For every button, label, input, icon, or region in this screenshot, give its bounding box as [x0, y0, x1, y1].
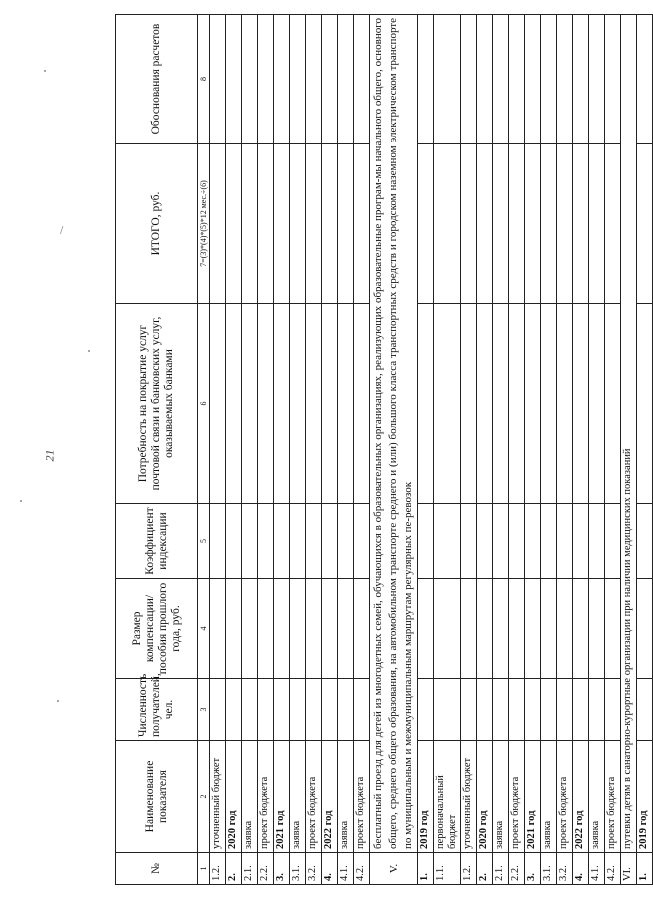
table-row — [338, 15, 354, 885]
row-number: 4.2. — [354, 853, 370, 885]
empty-cell — [306, 504, 322, 579]
empty-cell — [226, 304, 242, 504]
empty-cell — [434, 304, 461, 504]
row-number: 2.2. — [509, 853, 525, 885]
empty-cell — [461, 504, 477, 579]
empty-cell — [525, 144, 541, 304]
header-row — [116, 15, 198, 885]
empty-cell — [210, 579, 226, 679]
empty-cell — [637, 504, 653, 579]
table-row — [258, 15, 274, 885]
empty-cell — [418, 15, 434, 144]
table-body-c — [637, 15, 653, 885]
empty-cell — [338, 504, 354, 579]
column-number-row — [198, 15, 210, 885]
table-row — [242, 15, 258, 885]
column-number: 4 — [198, 579, 210, 679]
empty-cell — [418, 304, 434, 504]
empty-cell — [589, 504, 605, 579]
empty-cell — [418, 579, 434, 679]
empty-cell — [418, 504, 434, 579]
empty-cell — [589, 144, 605, 304]
scan-speck — [44, 70, 46, 72]
section-row — [370, 15, 418, 885]
row-label: заявка — [290, 741, 306, 853]
empty-cell — [354, 304, 370, 504]
empty-cell — [290, 304, 306, 504]
empty-cell — [242, 579, 258, 679]
empty-cell — [461, 579, 477, 679]
row-number: 1.1. — [434, 853, 461, 885]
empty-cell — [274, 15, 290, 144]
section-title: бесплатный проезд для детей из многодетных семей, обучающихся в образовательных организациях, реализующих образовательные програм-мы начального общего, основного общего, среднего общего образования, на автомобильном транспорте среднего и (или) большого класса транспортных средств и городском наземном электрическом транспорте по муниципальным и межмуниципальным маршрутам регулярных пе-ревозок — [370, 15, 418, 853]
empty-cell — [290, 579, 306, 679]
empty-cell — [338, 579, 354, 679]
empty-cell — [525, 679, 541, 741]
empty-cell — [322, 679, 338, 741]
empty-cell — [573, 144, 589, 304]
empty-cell — [210, 15, 226, 144]
empty-cell — [589, 579, 605, 679]
table-row — [226, 15, 242, 885]
section-row — [621, 15, 637, 885]
empty-cell — [226, 15, 242, 144]
empty-cell — [322, 144, 338, 304]
table-row — [322, 15, 338, 885]
empty-cell — [338, 144, 354, 304]
row-number: 1.2. — [461, 853, 477, 885]
section-vi — [621, 15, 637, 885]
empty-cell — [226, 679, 242, 741]
empty-cell — [573, 15, 589, 144]
empty-cell — [509, 15, 525, 144]
empty-cell — [258, 504, 274, 579]
empty-cell — [274, 579, 290, 679]
table-row — [605, 15, 621, 885]
empty-cell — [210, 679, 226, 741]
row-number: 2. — [477, 853, 493, 885]
empty-cell — [493, 304, 509, 504]
empty-cell — [322, 15, 338, 144]
column-number: 6 — [198, 304, 210, 504]
table-row — [354, 15, 370, 885]
empty-cell — [589, 679, 605, 741]
empty-cell — [573, 304, 589, 504]
column-number: 2 — [198, 741, 210, 853]
empty-cell — [226, 504, 242, 579]
empty-cell — [493, 15, 509, 144]
empty-cell — [589, 15, 605, 144]
empty-cell — [258, 144, 274, 304]
empty-cell — [509, 679, 525, 741]
empty-cell — [354, 15, 370, 144]
empty-cell — [525, 579, 541, 679]
empty-cell — [290, 15, 306, 144]
row-label: 2021 год — [274, 741, 290, 853]
scan-speck — [88, 350, 90, 352]
empty-cell — [461, 304, 477, 504]
empty-cell — [290, 504, 306, 579]
empty-cell — [637, 679, 653, 741]
empty-cell — [274, 144, 290, 304]
empty-cell — [322, 504, 338, 579]
header-cell: Размер компенсации/пособия прошлого года, руб. — [116, 579, 198, 679]
row-number: 4. — [573, 853, 589, 885]
table-row — [290, 15, 306, 885]
row-label: проект бюджета — [557, 741, 573, 853]
empty-cell — [557, 15, 573, 144]
row-number: 3.1. — [290, 853, 306, 885]
empty-cell — [509, 579, 525, 679]
empty-cell — [557, 144, 573, 304]
table-row — [477, 15, 493, 885]
row-label: проект бюджета — [605, 741, 621, 853]
empty-cell — [226, 579, 242, 679]
empty-cell — [605, 679, 621, 741]
empty-cell — [258, 15, 274, 144]
table-row — [573, 15, 589, 885]
row-label: 2020 год — [226, 741, 242, 853]
empty-cell — [605, 304, 621, 504]
empty-cell — [637, 15, 653, 144]
empty-cell — [509, 504, 525, 579]
empty-cell — [493, 144, 509, 304]
empty-cell — [290, 679, 306, 741]
row-number: 4.1. — [589, 853, 605, 885]
empty-cell — [242, 679, 258, 741]
row-label: заявка — [338, 741, 354, 853]
table-body-a — [210, 15, 370, 885]
empty-cell — [589, 304, 605, 504]
empty-cell — [477, 679, 493, 741]
row-number: 4. — [322, 853, 338, 885]
empty-cell — [434, 579, 461, 679]
header-cell: Численность получателей, чел. — [116, 679, 198, 741]
column-number: 5 — [198, 504, 210, 579]
section-v — [370, 15, 418, 885]
page-mark: 21 — [42, 449, 57, 462]
corner-mark: / — [60, 225, 64, 236]
empty-cell — [493, 504, 509, 579]
row-number: 3. — [274, 853, 290, 885]
row-label: 2020 год — [477, 741, 493, 853]
empty-cell — [274, 304, 290, 504]
row-label: уточненный бюджет — [461, 741, 477, 853]
table-row — [493, 15, 509, 885]
row-number: 2.2. — [258, 853, 274, 885]
empty-cell — [322, 304, 338, 504]
row-number: 2.1. — [242, 853, 258, 885]
row-label: проект бюджета — [306, 741, 322, 853]
empty-cell — [418, 679, 434, 741]
header-cell: Обоснования расчетов — [116, 15, 198, 144]
empty-cell — [434, 15, 461, 144]
empty-cell — [493, 579, 509, 679]
header-cell: Коэффициент индексации — [116, 504, 198, 579]
empty-cell — [242, 15, 258, 144]
row-label: заявка — [242, 741, 258, 853]
empty-cell — [477, 304, 493, 504]
section-number: VI. — [621, 853, 637, 885]
empty-cell — [242, 504, 258, 579]
empty-cell — [557, 504, 573, 579]
empty-cell — [258, 304, 274, 504]
empty-cell — [418, 144, 434, 304]
empty-cell — [477, 504, 493, 579]
empty-cell — [242, 144, 258, 304]
empty-cell — [541, 144, 557, 304]
header-cell: № — [116, 853, 198, 885]
table-row — [210, 15, 226, 885]
row-number: 3. — [525, 853, 541, 885]
empty-cell — [274, 504, 290, 579]
table-row — [306, 15, 322, 885]
empty-cell — [338, 304, 354, 504]
empty-cell — [541, 579, 557, 679]
row-number: 3.2. — [557, 853, 573, 885]
empty-cell — [306, 304, 322, 504]
row-number: 2. — [226, 853, 242, 885]
row-label: 2021 год — [525, 741, 541, 853]
row-label: заявка — [589, 741, 605, 853]
empty-cell — [210, 304, 226, 504]
empty-cell — [541, 15, 557, 144]
empty-cell — [493, 679, 509, 741]
row-number: 3.2. — [306, 853, 322, 885]
empty-cell — [573, 579, 589, 679]
empty-cell — [605, 144, 621, 304]
table-row — [557, 15, 573, 885]
row-label: проект бюджета — [258, 741, 274, 853]
empty-cell — [477, 15, 493, 144]
row-label: заявка — [493, 741, 509, 853]
section-number: V. — [370, 853, 418, 885]
table-row — [461, 15, 477, 885]
row-label: первоначальный бюджет — [434, 741, 461, 853]
row-number: 3.1. — [541, 853, 557, 885]
empty-cell — [306, 579, 322, 679]
empty-cell — [306, 144, 322, 304]
empty-cell — [338, 15, 354, 144]
row-number: 4.2. — [605, 853, 621, 885]
row-label: уточненный бюджет — [210, 741, 226, 853]
empty-cell — [509, 304, 525, 504]
row-label: 2022 год — [573, 741, 589, 853]
row-label: проект бюджета — [354, 741, 370, 853]
empty-cell — [461, 15, 477, 144]
empty-cell — [354, 579, 370, 679]
table-row — [509, 15, 525, 885]
empty-cell — [354, 504, 370, 579]
empty-cell — [525, 15, 541, 144]
empty-cell — [434, 144, 461, 304]
empty-cell — [477, 144, 493, 304]
empty-cell — [461, 679, 477, 741]
empty-cell — [605, 579, 621, 679]
empty-cell — [338, 679, 354, 741]
empty-cell — [461, 144, 477, 304]
scan-speck — [57, 700, 59, 702]
row-label: проект бюджета — [509, 741, 525, 853]
row-number: 1. — [418, 853, 434, 885]
empty-cell — [509, 144, 525, 304]
table-row — [434, 15, 461, 885]
empty-cell — [525, 304, 541, 504]
table-row — [418, 15, 434, 885]
empty-cell — [541, 679, 557, 741]
empty-cell — [573, 504, 589, 579]
empty-cell — [210, 144, 226, 304]
row-number: 1.2. — [210, 853, 226, 885]
empty-cell — [210, 504, 226, 579]
empty-cell — [557, 579, 573, 679]
header-cell: ИТОГО, руб. — [116, 144, 198, 304]
empty-cell — [322, 579, 338, 679]
empty-cell — [541, 304, 557, 504]
section-title: путевки детям в санаторно-курортные организации при наличии медицинских показаний — [621, 15, 637, 853]
empty-cell — [306, 679, 322, 741]
empty-cell — [605, 504, 621, 579]
empty-cell — [258, 679, 274, 741]
row-label: 2022 год — [322, 741, 338, 853]
row-number: 2.1. — [493, 853, 509, 885]
empty-cell — [434, 504, 461, 579]
header-cell: Потребность на покрытие услуг почтовой связи и банковских услуг, оказываемых банками — [116, 304, 198, 504]
empty-cell — [434, 679, 461, 741]
header-cell: Наименование показателя — [116, 741, 198, 853]
table-row — [637, 15, 653, 885]
empty-cell — [541, 504, 557, 579]
empty-cell — [637, 144, 653, 304]
table-row — [541, 15, 557, 885]
rotated-content — [115, 15, 649, 885]
row-label: 2019 год — [418, 741, 434, 853]
row-number: 4.1. — [338, 853, 354, 885]
table-body-b — [418, 15, 621, 885]
column-number: 7=(3)*(4)*(5)*12 мес.÷(6) — [198, 144, 210, 304]
empty-cell — [242, 304, 258, 504]
table-row — [525, 15, 541, 885]
empty-cell — [637, 579, 653, 679]
row-label: 2019 год — [637, 741, 653, 853]
row-number: 1. — [637, 853, 653, 885]
budget-table — [115, 14, 653, 885]
empty-cell — [354, 679, 370, 741]
empty-cell — [354, 144, 370, 304]
table-row — [589, 15, 605, 885]
empty-cell — [557, 304, 573, 504]
empty-cell — [557, 679, 573, 741]
empty-cell — [258, 579, 274, 679]
empty-cell — [290, 144, 306, 304]
empty-cell — [477, 579, 493, 679]
column-number: 8 — [198, 15, 210, 144]
column-number: 1 — [198, 853, 210, 885]
empty-cell — [637, 304, 653, 504]
empty-cell — [573, 679, 589, 741]
empty-cell — [226, 144, 242, 304]
empty-cell — [274, 679, 290, 741]
row-label: заявка — [541, 741, 557, 853]
table-row — [274, 15, 290, 885]
empty-cell — [605, 15, 621, 144]
scan-speck — [20, 500, 22, 502]
empty-cell — [306, 15, 322, 144]
empty-cell — [525, 504, 541, 579]
column-number: 3 — [198, 679, 210, 741]
